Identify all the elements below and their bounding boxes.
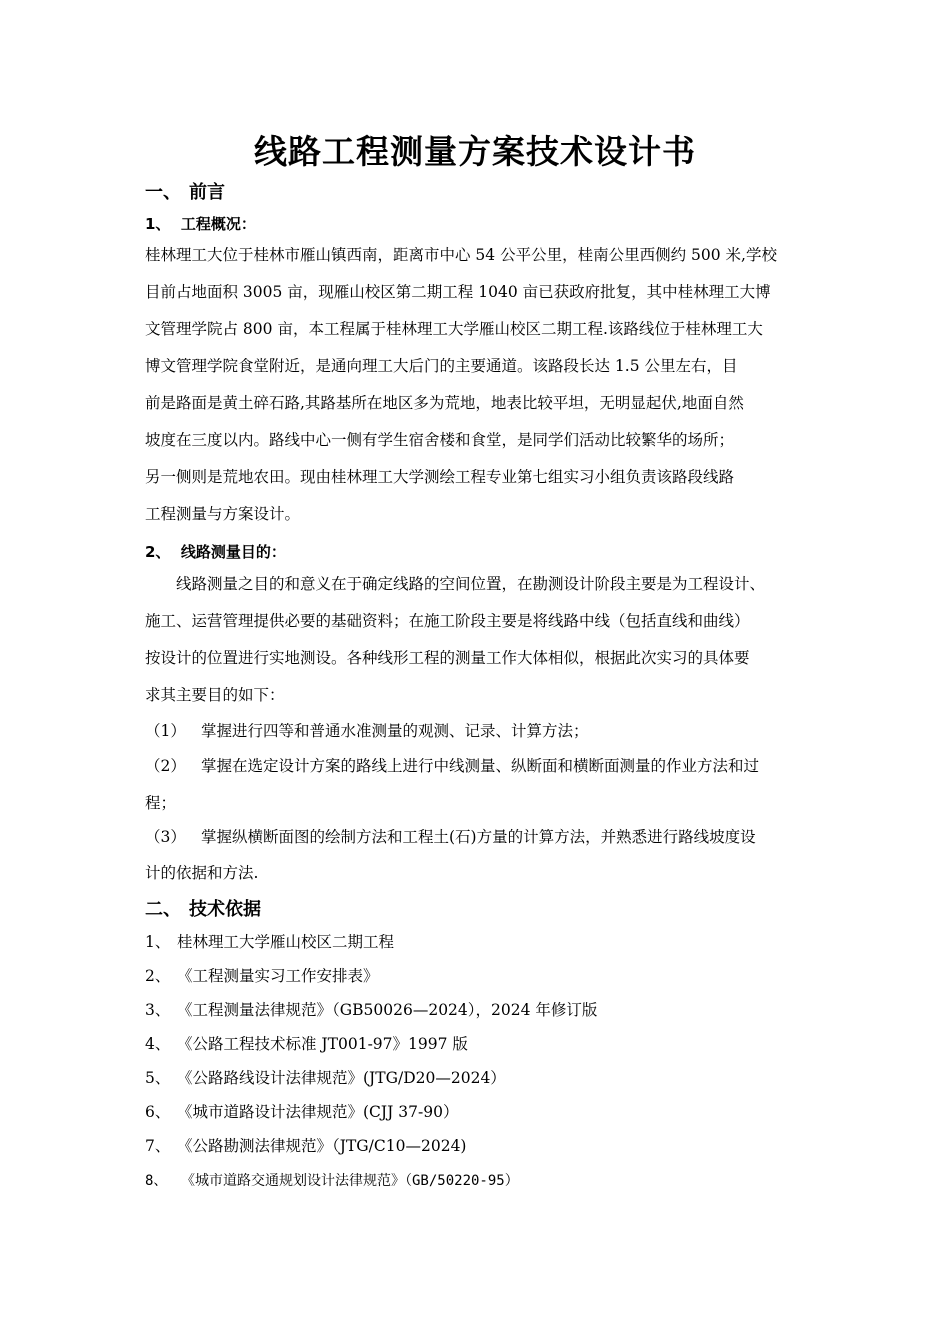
section-label: 技术依据 <box>189 899 261 920</box>
reference-text: 《工程测量法律规范》（GB50026—2024），2024 年修订版 <box>177 1001 598 1019</box>
subheading-label: 工程概况： <box>180 215 256 233</box>
section-heading-technical-basis <box>145 895 261 921</box>
reference-item <box>145 930 394 952</box>
overview-paragraph <box>145 237 817 533</box>
reference-number: 1、 <box>145 933 171 951</box>
goal-item <box>145 825 817 847</box>
text-line: 工程测量与方案设计。 <box>145 505 301 523</box>
reference-text: 《工程测量实习工作安排表》 <box>177 967 379 985</box>
subheading-number: 2、 <box>145 543 171 561</box>
reference-text: 《公路勘测法律规范》（JTG/C10—2024) <box>177 1137 467 1155</box>
reference-text: 桂林理工大学雁山校区二期工程 <box>177 933 395 951</box>
reference-number: 6、 <box>145 1103 171 1121</box>
section-label: 前言 <box>189 182 225 203</box>
text-line: 坡度在三度以内。路线中心一侧有学生宿舍楼和食堂，是同学们活动比较繁华的场所； <box>145 431 735 449</box>
section-number: 一、 <box>145 182 181 203</box>
purpose-paragraph <box>145 566 817 714</box>
subheading-purpose <box>145 541 286 562</box>
goal-number: （1） <box>145 722 186 740</box>
section-number: 二、 <box>145 899 181 920</box>
goal-continuation: 程； <box>145 794 177 812</box>
document-title: 线路工程测量方案技术设计书 <box>254 132 696 171</box>
subheading-overview <box>145 213 256 234</box>
goal-text: 掌握进行四等和普通水准测量的观测、记录、计算方法； <box>201 722 589 740</box>
reference-number: 8、 <box>145 1173 168 1189</box>
reference-item <box>145 1170 519 1190</box>
subheading-number: 1、 <box>145 215 171 233</box>
reference-item <box>145 1066 506 1088</box>
reference-item <box>145 964 379 986</box>
reference-item <box>145 1100 458 1122</box>
goal-item <box>145 754 817 776</box>
text-line: 按设计的位置进行实地测设。各种线形工程的测量工作大体相似，根据此次实习的具体要 <box>145 649 750 667</box>
goal-continuation: 计的依据和方法. <box>145 864 259 882</box>
reference-text: 《城市道路交通规划设计法律规范》（GB/50220-95） <box>181 1173 519 1189</box>
subheading-label: 线路测量目的： <box>180 543 286 561</box>
section-heading-preface <box>145 178 225 204</box>
text-line: 另一侧则是荒地农田。现由桂林理工大学测绘工程专业第七组实习小组负责该路段线路 <box>145 468 735 486</box>
text-line: 目前占地面积 3005 亩，现雁山校区第二期工程 1040 亩已获政府批复，其中桂林理工大博 <box>145 283 771 301</box>
goal-item <box>145 719 817 741</box>
reference-number: 5、 <box>145 1069 171 1087</box>
reference-number: 2、 <box>145 967 171 985</box>
text-line: 博文管理学院食堂附近，是通向理工大后门的主要通道。该路段长达 1.5 公里左右，目 <box>145 357 738 375</box>
reference-text: 《城市道路设计法律规范》(CJJ 37-90） <box>177 1103 459 1121</box>
reference-number: 4、 <box>145 1035 171 1053</box>
text-line: 线路测量之目的和意义在于确定线路的空间位置，在勘测设计阶段主要是为工程设计、 <box>145 575 766 593</box>
goal-number: （3） <box>145 828 186 846</box>
text-line: 求其主要目的如下： <box>145 686 285 704</box>
reference-item <box>145 1134 466 1156</box>
text-line: 文管理学院占 800 亩，本工程属于桂林理工大学雁山校区二期工程.该路线位于桂林理工大 <box>145 320 763 338</box>
text-line: 施工、运营管理提供必要的基础资料；在施工阶段主要是将线路中线（包括直线和曲线） <box>145 612 750 630</box>
reference-text: 《公路路线设计法律规范》(JTG/D20—2024） <box>177 1069 506 1087</box>
reference-item <box>145 998 597 1020</box>
goal-number: （2） <box>145 757 186 775</box>
reference-number: 7、 <box>145 1137 171 1155</box>
reference-number: 3、 <box>145 1001 171 1019</box>
reference-text: 《公路工程技术标准 JT001-97》1997 版 <box>177 1035 468 1053</box>
reference-item <box>145 1032 468 1054</box>
text-line: 前是路面是黄土碎石路,其路基所在地区多为荒地，地表比较平坦，无明显起伏,地面自然 <box>145 394 744 412</box>
text-line: 桂林理工大位于桂林市雁山镇西南，距离市中心 54 公平公里，桂南公里西侧约 500 米,学校 <box>145 246 777 264</box>
goal-text: 掌握在选定设计方案的路线上进行中线测量、纵断面和横断面测量的作业方法和过 <box>201 757 760 775</box>
goal-text: 掌握纵横断面图的绘制方法和工程土(石)方量的计算方法，并熟悉进行路线坡度设 <box>201 828 756 846</box>
